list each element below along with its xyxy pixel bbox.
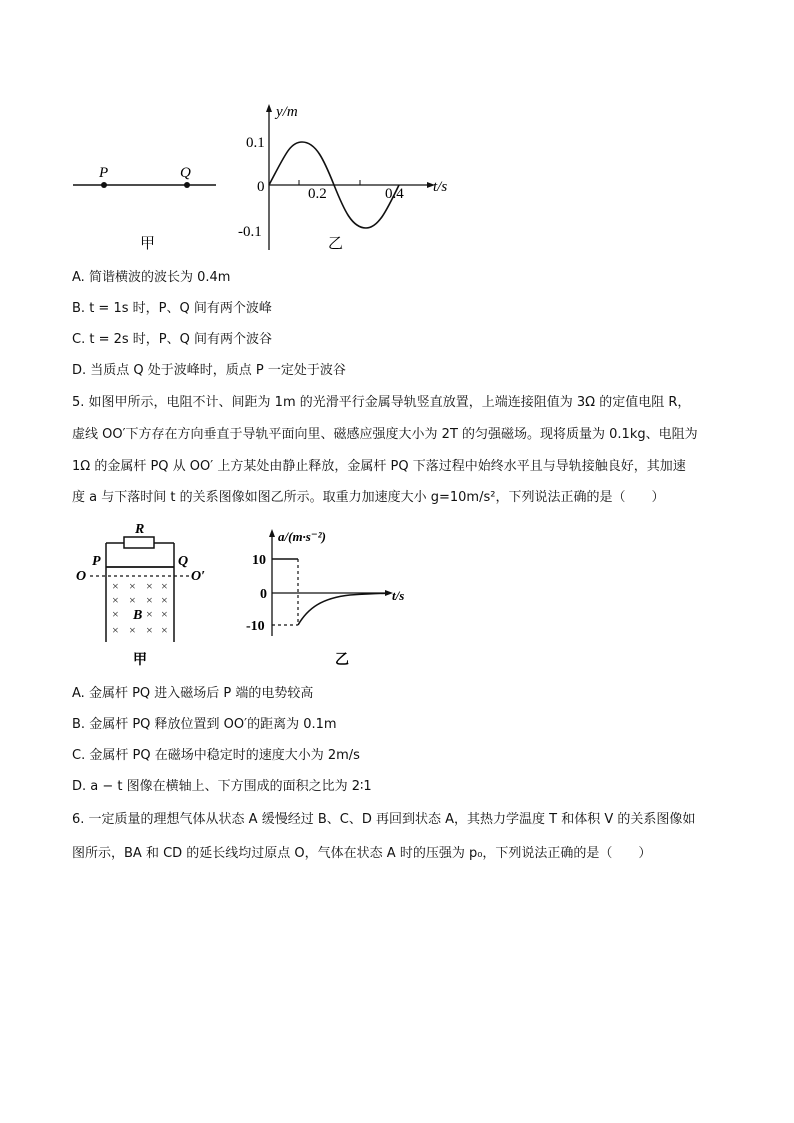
svg-text:×: × [129, 623, 136, 637]
field-b-label: B [133, 608, 143, 623]
q6-stem-line-2: 图所示，BA 和 CD 的延长线均过原点 O，气体在状态 A 时的压强为 p₀，下列说法正确的是（ ） [72, 846, 652, 861]
q5-option-b: B. 金属杆 PQ 释放位置到 OO′的距离为 0.1m [72, 717, 337, 732]
figure-yi-caption-q5: 乙 [335, 653, 349, 668]
wave-medium-figure [70, 150, 220, 260]
svg-text:×: × [146, 593, 153, 607]
a-decay-curve [298, 593, 385, 625]
svg-text:×: × [112, 607, 119, 621]
svg-text:×: × [112, 579, 119, 593]
boundary-o-label: O [76, 569, 87, 584]
y-axis-label: y/m [276, 104, 298, 120]
resistor-label: R [135, 522, 145, 537]
origin-label: 0 [257, 179, 265, 195]
q5-stem-line-1: 5. 如图甲所示，电阻不计、间距为 1m 的光滑平行金属导轨竖直放置，上端连接阻值为 3Ω 的定值电阻 R， [72, 395, 691, 410]
svg-text:×: × [161, 607, 168, 621]
acceleration-time-graph [240, 524, 430, 670]
svg-text:×: × [112, 623, 119, 637]
svg-text:×: × [146, 579, 153, 593]
svg-text:×: × [146, 607, 153, 621]
q4-option-b: B. t = 1s 时，P、Q 间有两个波峰 [72, 301, 272, 316]
tick-y-pos-label: 0.1 [246, 135, 265, 151]
q5-stem-line-3: 1Ω 的金属杆 PQ 从 OO′ 上方某处由静止释放，金属杆 PQ 下落过程中始终水平且与导轨接触良好，其加速 [72, 459, 686, 474]
svg-text:×: × [129, 593, 136, 607]
point-q-label: Q [180, 165, 191, 181]
a-tick-pos-label: 10 [252, 553, 266, 568]
point-p-label: P [99, 165, 109, 181]
figure-jia-caption: 甲 [140, 236, 156, 252]
a-tick-neg-label: -10 [246, 619, 265, 634]
tick-y-neg-label: -0.1 [238, 224, 262, 240]
q5-option-a: A. 金属杆 PQ 进入磁场后 P 端的电势较高 [72, 686, 314, 701]
svg-text:×: × [161, 579, 168, 593]
q4-option-d: D. 当质点 Q 处于波峰时，质点 P 一定处于波谷 [72, 363, 346, 378]
figure-yi-caption: 乙 [328, 236, 344, 252]
tick-x-1-label: 0.2 [308, 186, 327, 202]
y-axis-arrow [266, 104, 272, 112]
svg-text:×: × [146, 623, 153, 637]
a-origin-label: 0 [260, 587, 267, 602]
q5-stem-line-2: 虚线 OO′下方存在方向垂直于导轨平面向里、磁感应强度大小为 2T 的匀强磁场。现将质量为 0.1kg、电阻为 [72, 427, 698, 442]
point-p [101, 182, 107, 188]
a-axis-label: a/(m·s⁻²) [278, 529, 326, 544]
q5-option-c: C. 金属杆 PQ 在磁场中稳定时的速度大小为 2m/s [72, 748, 360, 763]
rail-circuit-figure [72, 520, 222, 670]
svg-text:×: × [161, 593, 168, 607]
rod-q-label: Q [178, 554, 189, 569]
boundary-o-prime-label: O′ [191, 569, 206, 584]
rod-p-label: P [92, 554, 101, 569]
resistor [124, 537, 154, 548]
q5-option-d: D. a − t 图像在横轴上、下方围成的面积之比为 2∶1 [72, 779, 372, 794]
figure-jia-caption-q5: 甲 [133, 653, 147, 668]
svg-text:×: × [129, 579, 136, 593]
svg-text:×: × [112, 593, 119, 607]
vibration-graph [230, 100, 460, 260]
tick-x-2-label: 0.4 [385, 186, 404, 202]
q4-option-c: C. t = 2s 时，P、Q 间有两个波谷 [72, 332, 272, 347]
q5-stem-line-4: 度 a 与下落时间 t 的关系图像如图乙所示。取重力加速度大小 g=10m/s²，下列说法正确的是（ ） [72, 490, 665, 505]
t-axis-label: t/s [392, 588, 405, 603]
q6-stem-line-1: 6. 一定质量的理想气体从状态 A 缓慢经过 B、C、D 再回到状态 A，其热力学温度 T 和体积 V 的关系图像如 [72, 812, 696, 827]
svg-text:×: × [161, 623, 168, 637]
point-q [184, 182, 190, 188]
q4-option-a: A. 简谐横波的波长为 0.4m [72, 270, 231, 285]
a-axis-arrow [269, 529, 275, 537]
x-axis-label: t/s [433, 179, 448, 195]
